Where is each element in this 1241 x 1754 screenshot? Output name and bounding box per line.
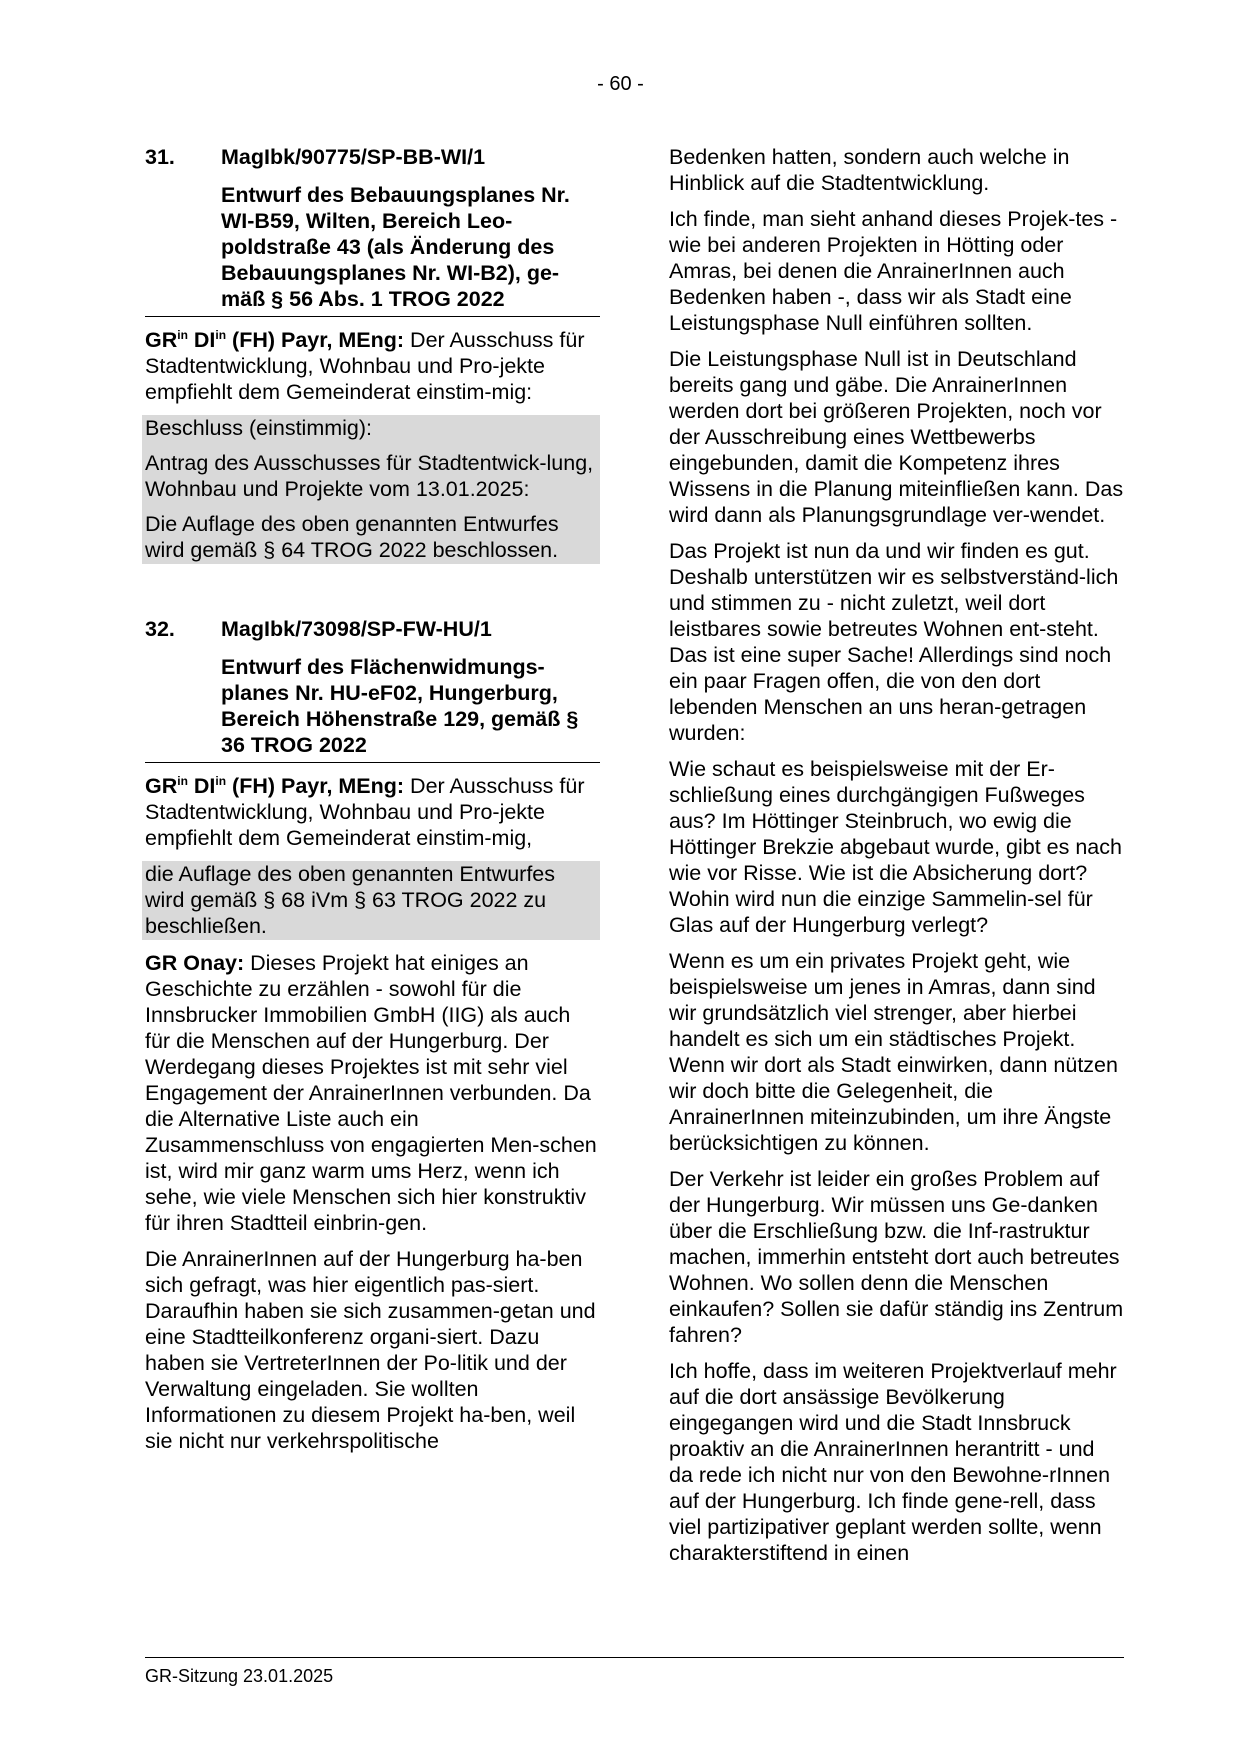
speaker-name: GR Onay: [145,951,245,975]
paragraph: Der Verkehr ist leider ein großes Problem auf der Hungerburg. Wir müssen uns Ge-danken über die Erschließung bzw. die Inf-rastruktur machen, immerhin entsteht dort auch betreutes Wohnen. Wo sollen denn die Menschen einkaufen? Sollen sie dafür ständig ins Zentrum fahren? [669,1167,1124,1347]
footer-session-date: GR-Sitzung 23.01.2025 [145,1666,334,1686]
resolution-box [142,861,600,940]
paragraph: Bedenken hatten, sondern auch welche in Hinblick auf die Stadtentwicklung. [669,145,1070,195]
agenda-item-header [145,144,600,170]
footer-divider [145,1657,1124,1658]
resolution-motion: Antrag des Ausschusses für Stadtentwick-lung, Wohnbau und Projekte vom 13.01.2025: [145,451,594,501]
paragraph: Wie schaut es beispielsweise mit der Er-schließung eines durchgängigen Fußweges aus? Im Höttinger Steinbruch, wo ewig die Höttinger Brekzie abgebaut wurde, gibt es nach wie vor Risse. Wie ist die Absicherung dort? Wohin wird nun die einzige Sammelin-sel für Glas auf der Hungerburg verlegt? [669,757,1122,937]
speaker-statement: $GR^{in}$ $DI^{in}$ (FH) Payr, MEng: Der Ausschuss für Stadtentwicklung, Wohnbau und Pro-jekte empfiehlt dem Gemeinderat einstim-mig: [145,327,585,404]
paragraph: Ich hoffe, dass im weiteren Projektverlauf mehr auf die dort ansässige Bevölkerung eingegangen wird und die Stadt Innsbruck proaktiv an die AnrainerInnen herantritt - und da rede ich nicht nur von den Bewohne-rInnen auf der Hungerburg. Ich finde gene-rell, dass viel partizipativer geplant werden sollte, wenn charakterstiftend in einen [669,1359,1117,1565]
speaker-statement: GR Onay: Dieses Projekt hat einiges an Geschichte zu erzählen - sowohl für die Innsbrucker Immobilien GmbH (IIG) als auch für die Menschen auf der Hungerburg. Der Werdegang dieses Projektes ist mit sehr viel Engagement der AnrainerInnen verbunden. Da die Alternative Liste auch ein Zusammenschluss von engagierten Men-schen ist, wird mir ganz warm ums Herz, wenn ich sehe, wie viele Menschen sich hier konstruktiv für ihren Stadtteil einbrin-gen. [145,951,597,1235]
agenda-item-header [145,616,600,642]
agenda-item-reference: MagIbk/90775/SP-BB-WI/1 [221,145,486,169]
speaker-name: $GR^{in}$ $DI^{in}$ (FH) Payr, MEng: [145,773,405,798]
agenda-item-title: Entwurf des Flächenwidmungs-planes Nr. HU-eF02, Hungerburg, Bereich Höhenstraße 129, gemäß § 36 TROG 2022 [145,654,600,763]
left-column [145,144,600,1464]
speaker-statement: $GR^{in}$ $DI^{in}$ (FH) Payr, MEng: Der Ausschuss für Stadtentwicklung, Wohnbau und Pro-jekte empfiehlt dem Gemeinderat einstim-mig, [145,773,585,850]
resolution-heading: Beschluss (einstimmig): [145,416,372,440]
right-column [669,144,1124,1576]
speaker-name: $GR^{in}$ $DI^{in}$ (FH) Payr, MEng: [145,327,405,352]
paragraph: Die AnrainerInnen auf der Hungerburg ha-ben sich gefragt, was hier eigentlich pas-siert. Daraufhin haben sie sich zusammen-getan und eine Stadtteilkonferenz organi-siert. Dazu haben sie VertreterInnen der Po-litik und der Verwaltung eingeladen. Sie wollten Informationen zu diesem Projekt ha-ben, weil sie nicht nur verkehrspolitische [145,1247,596,1453]
agenda-item-number: 31. [145,145,175,169]
resolution-text: Die Auflage des oben genannten Entwurfes wird gemäß § 64 TROG 2022 beschlossen. [145,512,559,562]
resolution-box [142,415,600,564]
resolution-text: die Auflage des oben genannten Entwurfes wird gemäß § 68 iVm § 63 TROG 2022 zu beschließen. [145,862,556,938]
page-number: - 60 - [597,73,644,95]
paragraph: Das Projekt ist nun da und wir finden es gut. Deshalb unterstützen wir es selbstverständ-lich und stimmen zu - nicht zuletzt, weil dort leistbares sowie betreutes Wohnen ent-steht. Das ist eine super Sache! Allerdings sind noch ein paar Fragen offen, die von den dort lebenden Menschen an uns heran-getragen wurden: [669,539,1119,745]
paragraph: Wenn es um ein privates Projekt geht, wie beispielsweise um jenes in Amras, dann sind wir grundsätzlich viel strenger, aber hierbei handelt es sich um ein städtisches Projekt. Wenn wir dort als Stadt einwirken, dann nützen wir doch bitte die Gelegenheit, die AnrainerInnen miteinzubinden, um ihre Ängste berücksichtigen zu können. [669,949,1118,1155]
agenda-item-reference: MagIbk/73098/SP-FW-HU/1 [221,617,492,641]
agenda-item-title: Entwurf des Bebauungsplanes Nr. WI-B59, Wilten, Bereich Leo-poldstraße 43 (als Änderung des Bebauungsplanes Nr. WI-B2), ge-mäß § 56 Abs. 1 TROG 2022 [145,182,600,317]
paragraph: Ich finde, man sieht anhand dieses Projek-tes - wie bei anderen Projekten in Hötting oder Amras, bei denen die AnrainerInnen auch Bedenken haben -, dass wir als Stadt eine Leistungsphase Null einführen sollten. [669,207,1118,335]
paragraph: Die Leistungsphase Null ist in Deutschland bereits gang und gäbe. Die AnrainerInnen werden dort bei größeren Projekten, noch vor der Ausschreibung eines Wettbewerbs eingebunden, damit die Kompetenz ihres Wissens in die Planung miteinfließen kann. Das wird dann als Planungsgrundlage ver-wendet. [669,347,1124,527]
agenda-item-number: 32. [145,617,175,641]
